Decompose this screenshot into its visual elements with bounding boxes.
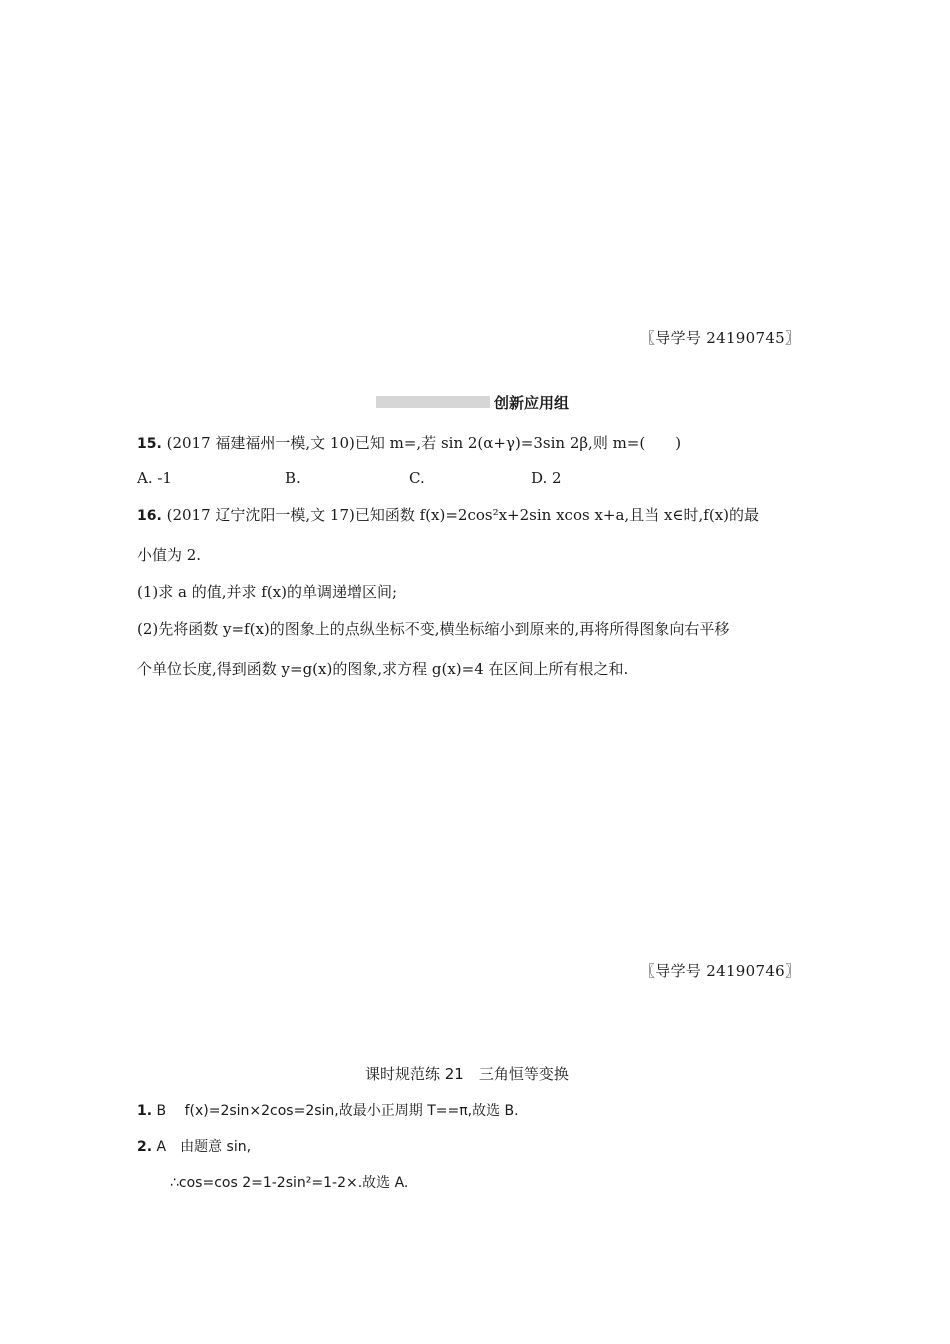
question-16-part-2: (2)先将函数 y=f(x)的图象上的点纵坐标不变,横坐标缩小到原来的,再将所得图象向右平移	[137, 620, 730, 638]
question-16-part-2-cont: 个单位长度,得到函数 y=g(x)的图象,求方程 g(x)=4 在区间上所有根之和.	[137, 660, 629, 678]
question-number: 16.	[137, 508, 162, 524]
answers-header: 课时规范练 21 三角恒等变换	[365, 1065, 569, 1083]
reference-number: 〖导学号 24190746〗	[640, 962, 801, 980]
question-16-line-2: 小值为 2.	[137, 546, 202, 564]
answer-number: 2.	[137, 1139, 153, 1155]
question-16	[137, 505, 759, 526]
question-16-part-1: (1)求 a 的值,并求 f(x)的单调递增区间;	[137, 583, 398, 601]
answer-text: A 由题意 sin,	[156, 1139, 252, 1155]
answer-text: B f(x)=2sin×2cos=2sin,故最小正周期 T==π,故选 B.	[156, 1103, 519, 1119]
question-15	[137, 433, 681, 454]
question-text: (2017 辽宁沈阳一模,文 17)已知函数 f(x)=2cos²x+2sin xcos x+a,且当 x∈时,f(x)的最	[166, 506, 760, 524]
reference-number: 〖导学号 24190745〗	[640, 329, 801, 347]
section-heading	[376, 393, 569, 411]
answer-2-cont: ∴cos=cos 2=1-2sin²=1-2×.故选 A.	[170, 1175, 409, 1191]
section-bar	[376, 396, 490, 408]
section-title: 创新应用组	[494, 393, 570, 412]
answer-number: 1.	[137, 1103, 153, 1119]
answer-2	[137, 1136, 251, 1156]
option-d: D. 2	[531, 469, 562, 487]
question-text: (2017 福建福州一模,文 10)已知 m=,若 sin 2(α+γ)=3sin 2β,则 m=( )	[166, 434, 682, 452]
option-c: C.	[409, 469, 425, 487]
question-number: 15.	[137, 436, 162, 452]
option-a: A. -1	[137, 469, 172, 487]
option-b: B.	[285, 469, 301, 487]
answer-1	[137, 1100, 519, 1120]
